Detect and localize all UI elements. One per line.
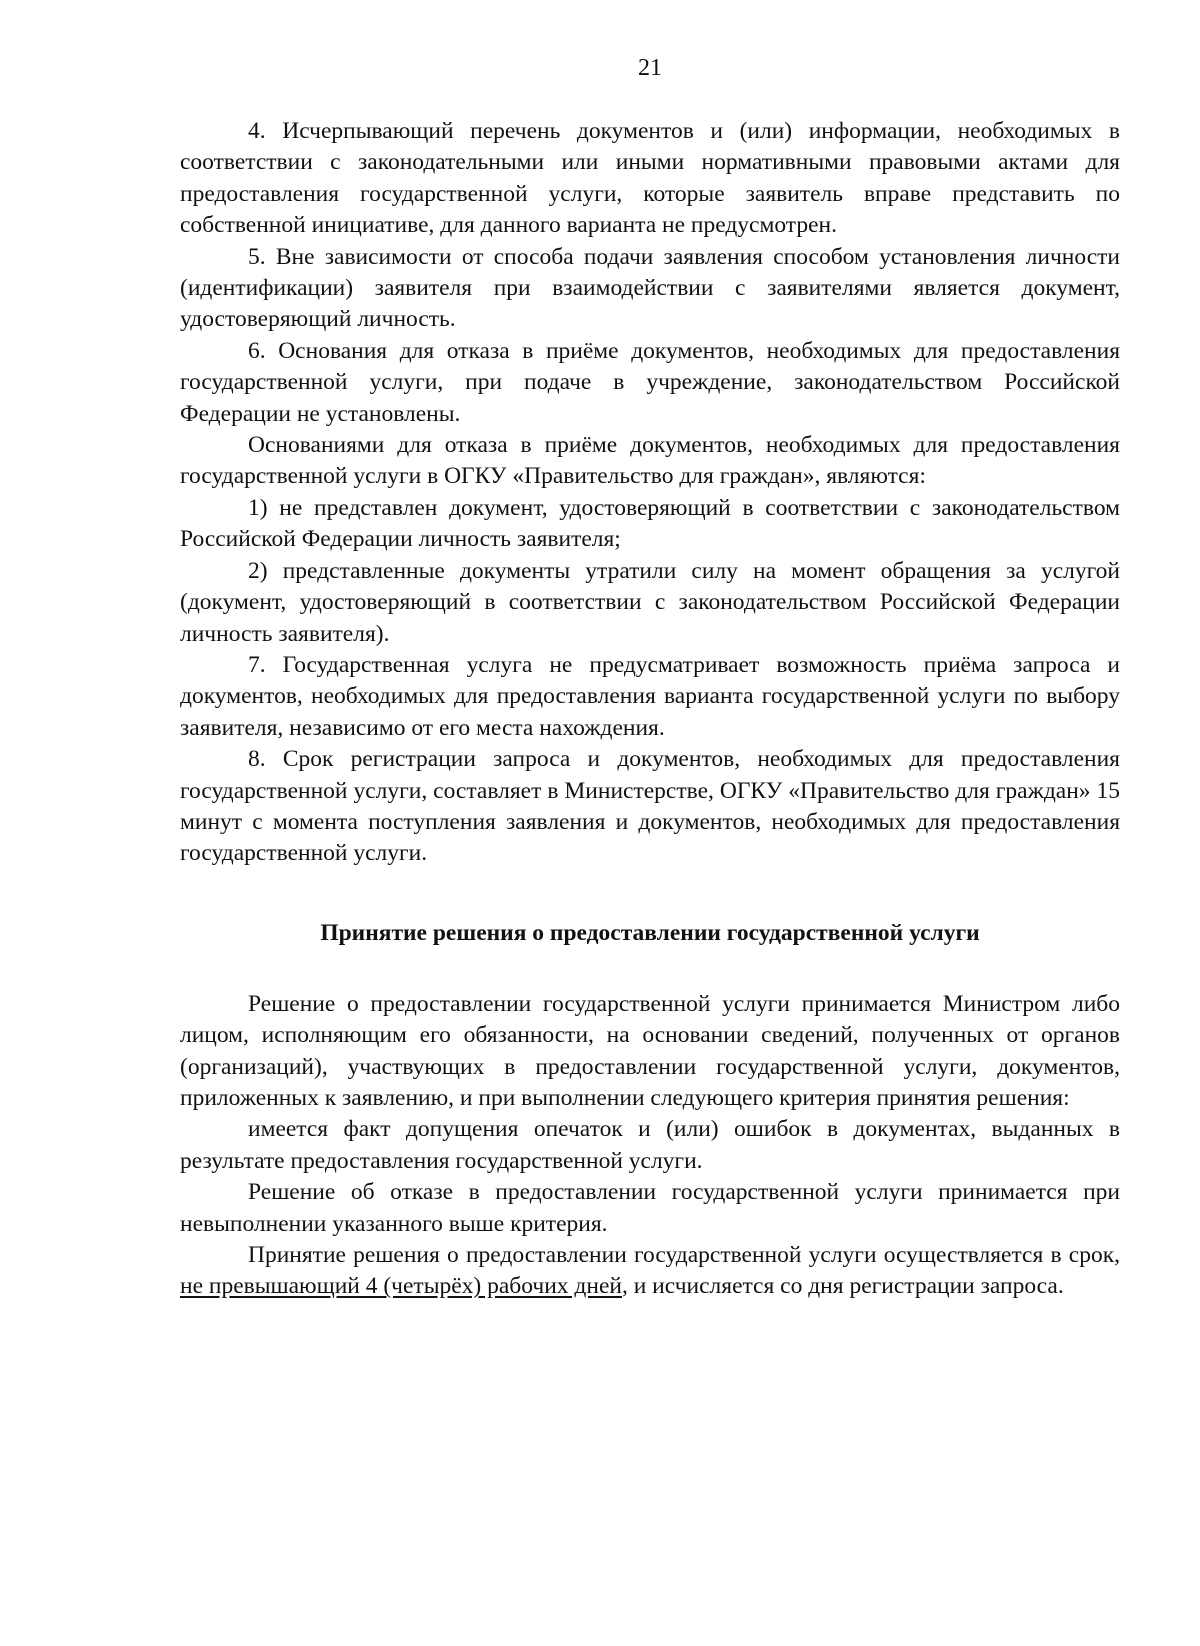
decision-term-start: Принятие решения о предоставлении государственной услуги осуществляется в срок, bbox=[248, 1242, 1120, 1268]
decision-term-end: , и исчисляется со дня регистрации запроса. bbox=[621, 1273, 1064, 1300]
paragraph-decision: Решение о предоставлении государственной услуги принимается Министром либо лицом, исполняющим его обязанности, на основании сведений, полученных от органов (организаций), участвующих в предоставлении государственной услуги, документов, приложенных к заявлению, и при выполнении следующего критерия принятия решения: bbox=[180, 990, 1120, 1111]
paragraph-refusal-decision: Решение об отказе в предоставлении государственной услуги принимается при невыполнении указанного выше критерия. bbox=[180, 1179, 1120, 1237]
page-number: 21 bbox=[638, 55, 662, 81]
paragraph-item-7: 7. Государственная услуга не предусматривает возможность приёма запроса и документов, необходимых для предоставления варианта государственной услуги по выбору заявителя, независимо от его места нахождения. bbox=[180, 651, 1120, 741]
paragraph-item-6: 6. Основания для отказа в приёме документов, необходимых для предоставления государственной услуги, при подаче в учреждение, законодательством Российской Федерации не установлены. bbox=[180, 337, 1120, 427]
decision-term-underlined: не превышающий 4 (четырёх) рабочих дней bbox=[180, 1273, 622, 1300]
paragraph-decision-term bbox=[180, 1240, 1120, 1303]
paragraph-criterion: имеется факт допущения опечаток и (или) ошибок в документах, выданных в результате предоставления государственной услуги. bbox=[180, 1116, 1120, 1174]
list-item-1: 1) не представлен документ, удостоверяющий в соответствии с законодательством Российской Федерации личность заявителя; bbox=[180, 494, 1120, 553]
paragraph-item-4: 4. Исчерпывающий перечень документов и (или) информации, необходимых в соответствии с законодательными или иными нормативными правовыми актами для предоставления государственной услуги, которые заявитель вправе представить по собственной инициативе, для данного варианта не предусмотрен. bbox=[180, 118, 1120, 239]
paragraph-item-5: 5. Вне зависимости от способа подачи заявления способом установления личности (идентификации) заявителя при взаимодействии с заявителями является документ, удостоверяющий личность. bbox=[180, 243, 1120, 333]
paragraph-item-8: 8. Срок регистрации запроса и документов, необходимых для предоставления государственной услуги, составляет в Министерстве, ОГКУ «Правительство для граждан» 15 минут с момента поступления заявления и документов, необходимых для предоставления государственной услуги. bbox=[180, 746, 1120, 867]
list-item-2: 2) представленные документы утратили силу на момент обращения за услугой (документ, удостоверяющий в соответствии с законодательством Российской Федерации личность заявителя). bbox=[180, 557, 1120, 647]
section-heading: Принятие решения о предоставлении государственной услуги bbox=[320, 919, 980, 946]
paragraph-refusal-grounds: Основаниями для отказа в приёме документов, необходимых для предоставления государственной услуги в ОГКУ «Правительство для граждан», являются: bbox=[180, 432, 1120, 490]
document-page bbox=[180, 52, 1120, 1303]
